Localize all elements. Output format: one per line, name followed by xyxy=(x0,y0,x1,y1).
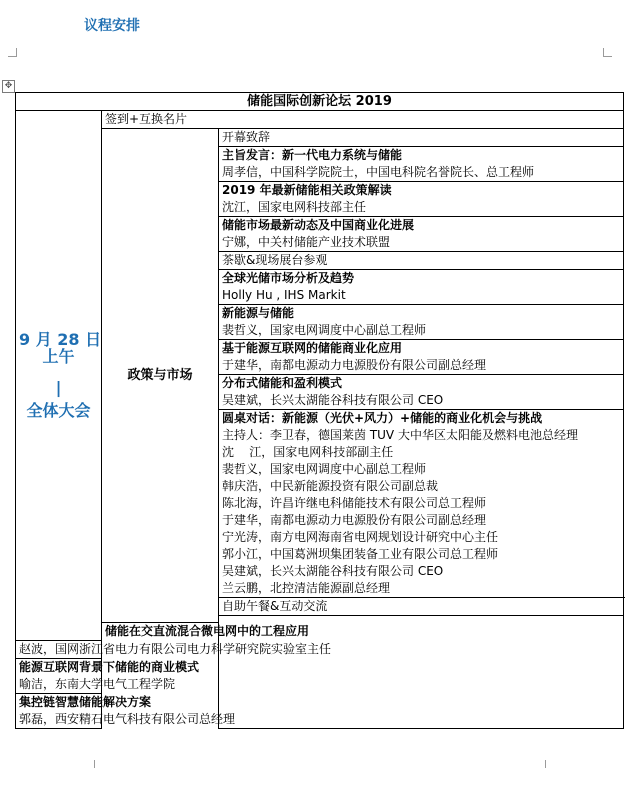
roundtable-topic: 圆桌对话：新能源（光伏+风力）+储能的商业化机会与挑战 xyxy=(219,410,624,428)
corner-crop-mark xyxy=(8,48,17,57)
session-topic: 储能在交直流混合微电网中的工程应用 xyxy=(102,623,219,641)
panelist: 兰云鹏，北控清洁能源副总经理 xyxy=(219,580,624,598)
opening-cell: 开幕致辞 xyxy=(219,129,624,147)
session-topic: 分布式储能和盈利模式 xyxy=(219,375,624,393)
session-topic: 全球光储市场分析及趋势 xyxy=(219,270,624,288)
panelist: 陈北海，许昌许继电科储能技术有限公司总工程师 xyxy=(219,495,624,512)
session-topic: 2019 年最新储能相关政策解读 xyxy=(219,182,624,200)
table-row xyxy=(16,129,624,147)
session-speaker: 周孝信，中国科学院院士，中国电科院名誉院长、总工程师 xyxy=(219,164,624,182)
session-topic: 集控链智慧储能解决方案 xyxy=(16,693,102,711)
table-move-handle-icon[interactable]: ✥ xyxy=(2,80,15,93)
theme-cell: 政策与市场 xyxy=(102,129,219,623)
session-topic: 基于能源互联网的储能商业化应用 xyxy=(219,340,624,358)
corner-crop-mark xyxy=(603,48,612,57)
session-speaker: 赵波，国网浙江省电力有限公司电力科学研究院实验室主任 xyxy=(16,640,102,658)
forum-title: 储能国际创新论坛 2019 xyxy=(16,93,624,111)
panelist: 郭小江，中国葛洲坝集团装备工业有限公司总工程师 xyxy=(219,546,624,563)
page-heading: 议程安排 xyxy=(84,18,140,34)
agenda-table xyxy=(15,92,624,729)
panelist: 裴哲义，国家电网调度中心副总工程师 xyxy=(219,461,624,478)
session-topic: 能源互联网背景下储能的商业模式 xyxy=(16,658,102,676)
time-of-day: 上午 xyxy=(42,347,75,367)
session-topic: 新能源与储能 xyxy=(219,305,624,323)
session-speaker: 吴建斌，长兴太湖能谷科技有限公司 CEO xyxy=(219,392,624,410)
lunch-cell: 自助午餐&互动交流 xyxy=(219,598,624,616)
plenary-label: 全体大会 xyxy=(26,401,91,421)
corner-crop-mark xyxy=(86,760,95,768)
table-title-row xyxy=(16,93,624,111)
tea-break-cell: 茶歇&现场展台参观 xyxy=(219,252,624,270)
session-date-cell xyxy=(16,111,102,641)
panelist: 宁光涛，南方电网海南省电网规划设计研究中心主任 xyxy=(219,529,624,546)
panelist: 主持人：李卫春，德国莱茵 TUV 大中华区太阳能及燃料电池总经理 xyxy=(219,427,624,444)
session-topic: 储能市场最新动态及中国商业化进展 xyxy=(219,217,624,235)
session-speaker: 郭磊，西安精石电气科技有限公司总经理 xyxy=(16,711,102,729)
session-speaker: Holly Hu , IHS Markit xyxy=(219,287,624,305)
separator: | xyxy=(55,378,62,398)
panelist: 韩庆浩，中民新能源投资有限公司副总裁 xyxy=(219,478,624,495)
session-speaker: 喻洁，东南大学电气工程学院 xyxy=(16,676,102,694)
checkin-cell: 签到+互换名片 xyxy=(102,111,624,129)
session-topic: 主旨发言：新一代电力系统与储能 xyxy=(219,147,624,165)
session-speaker: 于建华，南都电源动力电源股份有限公司副总经理 xyxy=(219,357,624,375)
panelist: 沈 江，国家电网科技部副主任 xyxy=(219,444,624,461)
corner-crop-mark xyxy=(545,760,554,768)
panelist: 吴建斌，长兴太湖能谷科技有限公司 CEO xyxy=(219,563,624,580)
date-line: 9 月 28 日 xyxy=(19,330,102,350)
panelist: 于建华，南都电源动力电源股份有限公司副总经理 xyxy=(219,512,624,529)
session-speaker: 宁娜，中关村储能产业技术联盟 xyxy=(219,234,624,252)
table-row xyxy=(16,111,624,129)
session-speaker: 沈江，国家电网科技部主任 xyxy=(219,199,624,217)
session-speaker: 裴哲义，国家电网调度中心副总工程师 xyxy=(219,322,624,340)
